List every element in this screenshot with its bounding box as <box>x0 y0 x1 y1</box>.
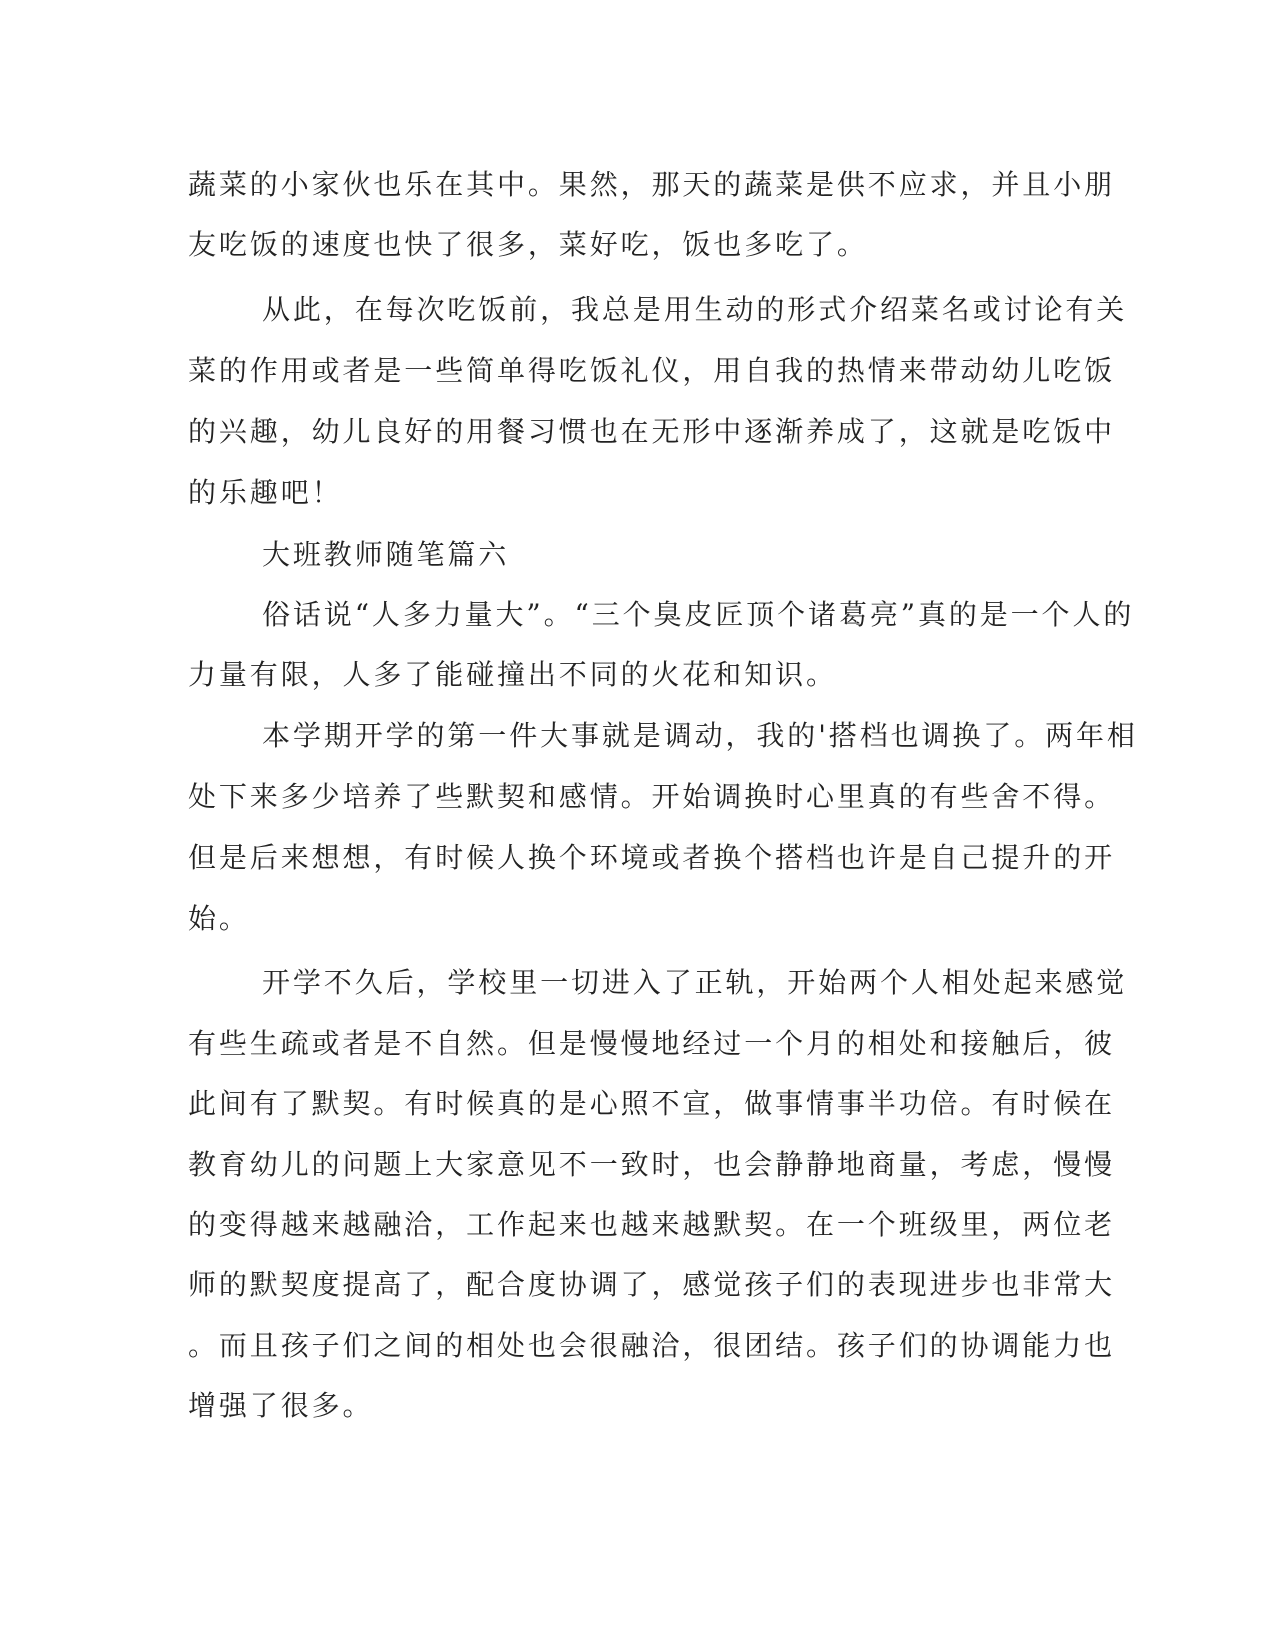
text-line: 但是后来想想，有时候人换个环境或者换个搭档也许是自己提升的开 <box>188 841 1116 874</box>
text-line: 增强了很多。 <box>188 1389 374 1422</box>
text-line: 的兴趣，幼儿良好的用餐习惯也在无形中逐渐养成了，这就是吃饭中 <box>188 415 1116 448</box>
text-line: 的乐趣吧！ <box>188 476 343 509</box>
text-line: 教育幼儿的问题上大家意见不一致时，也会静静地商量，考虑，慢慢 <box>188 1148 1116 1181</box>
text-line: 蔬菜的小家伙也乐在其中。果然，那天的蔬菜是供不应求，并且小朋 <box>188 168 1116 201</box>
text-line: 。而且孩子们之间的相处也会很融洽，很团结。孩子们的协调能力也 <box>188 1329 1116 1362</box>
paragraph-first-line: 俗话说“人多力量大”。“三个臭皮匠顶个诸葛亮”真的是一个人的 <box>262 598 1135 631</box>
text-line: 友吃饭的速度也快了很多，菜好吃，饭也多吃了。 <box>188 228 868 261</box>
text-line: 始。 <box>188 902 250 935</box>
paragraph-first-line: 开学不久后，学校里一切进入了正轨，开始两个人相处起来感觉 <box>262 966 1128 999</box>
text-line: 处下来多少培养了些默契和感情。开始调换时心里真的有些舍不得。 <box>188 780 1116 813</box>
text-line: 的变得越来越融洽，工作起来也越来越默契。在一个班级里，两位老 <box>188 1208 1116 1241</box>
paragraph-first-line: 本学期开学的第一件大事就是调动，我的'搭档也调换了。两年相 <box>262 719 1138 752</box>
section-heading: 大班教师随笔篇六 <box>262 538 510 571</box>
text-line: 力量有限，人多了能碰撞出不同的火花和知识。 <box>188 658 837 691</box>
text-line: 有些生疏或者是不自然。但是慢慢地经过一个月的相处和接触后，彼 <box>188 1027 1116 1060</box>
paragraph-first-line: 从此，在每次吃饭前，我总是用生动的形式介绍菜名或讨论有关 <box>262 293 1128 326</box>
text-line: 菜的作用或者是一些简单得吃饭礼仪，用自我的热情来带动幼儿吃饭 <box>188 354 1116 387</box>
text-line: 此间有了默契。有时候真的是心照不宣，做事情事半功倍。有时候在 <box>188 1087 1116 1120</box>
text-line: 师的默契度提高了，配合度协调了，感觉孩子们的表现进步也非常大 <box>188 1268 1116 1301</box>
